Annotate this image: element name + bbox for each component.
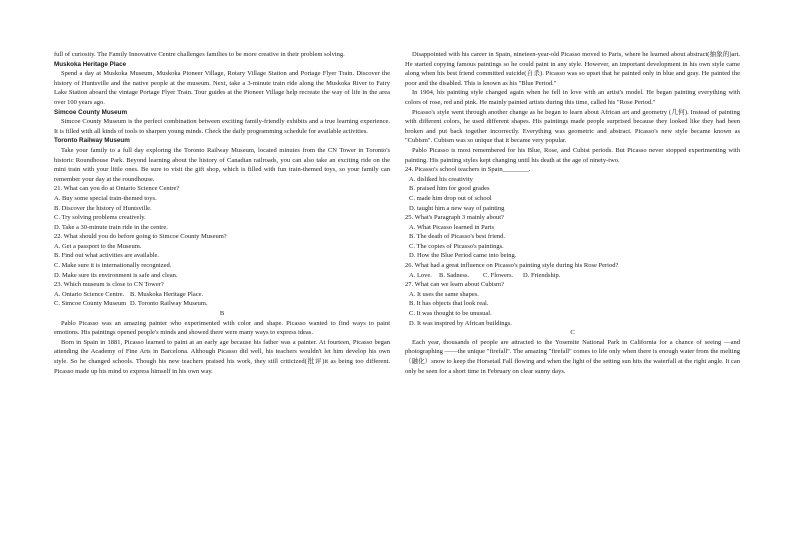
question-22: 22. What should you do before going to Simcoe County Museum? <box>54 233 227 241</box>
intro-paragraph: full of curiosity. The Family Innovative Centre challenges families to be more creative in their problem solving. <box>54 51 345 58</box>
question-21: 21. What can you do at Ontario Science Centre? <box>54 185 180 193</box>
picasso-paragraph-4: In 1904, his painting style changed again when he fell in love with an artist's model. He began painting everything with colors of rose, red and pink. He mainly painted artists during this time, called his "Rose Period." <box>405 89 740 106</box>
q24-option-d: D. taught him a new way of painting <box>409 204 505 212</box>
q21-option-d: D. Take a 30-minute train ride in the centre. <box>54 223 168 231</box>
question-25: 25. What's Paragraph 3 mainly about? <box>405 214 504 222</box>
section-b-label: B <box>219 310 225 318</box>
q22-option-c: C. Make sure it is internationally recognized. <box>54 262 172 270</box>
q23-options-row-2 <box>54 299 390 309</box>
q26-option-d: D. Friendship. <box>523 271 561 279</box>
q25-option-a: A. What Picasso learned in Paris <box>409 223 495 231</box>
picasso-paragraph-5: Picasso's style went through another change as he began to learn about African art and geometry (几何). Instead of painting with different colors, he used different shapes. His paintings made people surprised because they looked like they had been broken and put back together incorrectly. Everything was geometric and abstract. Picasso's new style became known as "Cubism". Cubism was so unique that it became very popular. <box>405 108 740 145</box>
picasso-paragraph-1: Pablo Picasso was an amazing painter who experimented with color and shape. Picasso wanted to find ways to paint emotions. His paintings opened people's minds and showed there were many ways to express ideas. <box>54 319 390 337</box>
q23-option-a: A. Ontario Science Centre. <box>54 290 125 298</box>
q24-option-b: B. praised him for good grades <box>409 185 490 193</box>
q22-option-a: A. Get a passport to the Museum. <box>54 242 142 250</box>
q22-option-b: B. Find out what activities are available. <box>54 252 160 260</box>
q24-option-a: A. disliked his creativity <box>409 175 473 183</box>
picasso-paragraph-6: Pablo Picasso is most remembered for his Blue, Rose, and Cubist periods. But Picasso never stopped experimenting with painting. His painting styles kept changing until his death at the age of ninety-two. <box>405 146 740 164</box>
muskoka-heading: Muskoka Heritage Place <box>54 60 127 68</box>
question-26: 26. What had a great influence on Picasso's painting style during his Rose Period? <box>405 262 619 270</box>
q21-option-b: B. Discover the history of Huntsville. <box>54 204 152 212</box>
yosemite-paragraph: Each year, thousands of people are attracted to the Yosemite National Park in California for a chance of seeing —and photographing ——the unique "firefall". The amazing "firefall" comes to life only when there is enough water from the melting（融化）snow to keep the Horsetail Fall flowing and when the light of the setting sun hits the waterfall at the right angle. It can only be seen for a short time in February on clear sunny days. <box>405 338 740 375</box>
picasso-paragraph-3: Disappointed with his career in Spain, nineteen-year-old Picasso moved to Paris, where he learned about abstract(抽象的)art. He started copying famous paintings so he could paint in any style. However, an important development in his own style came along when his best friend committed suicide(自杀). Picasso was so upset that he painted only in blue and gray. He painted the poor and the disabled. This is known as his "Blue Period." <box>405 51 740 87</box>
question-23: 23. Which museum is close to CN Tower? <box>54 281 164 289</box>
q25-option-c: C. The copies of Picasso's paintings. <box>409 242 504 250</box>
simcoe-heading: Simcoe County Museum <box>54 108 128 116</box>
q22-option-d: D. Make sure its environment is safe and clean. <box>54 271 178 279</box>
section-c-label: C <box>570 329 575 337</box>
left-column <box>54 50 390 376</box>
muskoka-paragraph: Spend a day at Muskoka Museum, Muskoka Pioneer Village, Rotary Village Station and Portage Flyer Train. Discover the history of Huntsville and the native people at the museum. Next, take a 3-minute train ride along the Muskoka River to Fairy Lake Station aboard the vintage Portage Flyer Train. Tour guides at the Pioneer Village help recreate the way of life in the area over 100 years ago. <box>54 70 390 106</box>
q26-option-c: C. Flowers. <box>483 271 514 279</box>
question-24: 24. Picasso's school teachers in Spain________. <box>405 166 531 174</box>
right-column <box>405 50 740 376</box>
q26-options-row <box>405 271 740 281</box>
q23-option-c: C. Simcoe County Museum <box>54 300 127 308</box>
q27-option-d: D. It was inspired by African buildings. <box>409 319 512 327</box>
q25-option-b: B. The death of Picasso's best friend. <box>409 233 506 241</box>
q27-option-c: C. It was thought to be unusual. <box>409 310 492 318</box>
q27-option-b: B. It has objects that look real. <box>409 300 489 308</box>
q21-option-a: A. Buy some special train-themed toys. <box>54 194 157 202</box>
q26-option-b: B. Sadness. <box>439 271 470 279</box>
q23-option-b: B. Muskoka Heritage Place. <box>130 290 204 298</box>
q27-option-a: A. It uses the same shapes. <box>409 290 479 298</box>
picasso-paragraph-2: Born in Spain in 1881, Picasso learned to paint at an early age because his father was a painter. At fourteen, Picasso began attending the Academy of Fine Arts in Barcelona. Although Picasso did well, his teachers wouldn't let him develop his own style. So he changed schools. Though his new teachers praised his work, they still criticized(批评)it as being too different. Picasso made up his mind to express himself in his own way. <box>54 338 390 375</box>
toronto-paragraph: Take your family to a full day exploring the Toronto Railway Museum, located minutes from the CN Tower in Toronto's historic Roundhouse Park. Beyond learning about the history of Canadian railroads, you can also take an exciting ride on the mini train with your little ones. Be sure to visit the gift shop, which is filled with fun train-themed toys, so your family can remember your day at the roundhouse. <box>54 146 390 183</box>
question-27: 27. What can we learn about Cubism? <box>405 281 504 289</box>
q23-option-d: D. Toronto Railway Museum. <box>130 300 208 308</box>
q24-option-c: C. made him drop out of school <box>409 194 492 202</box>
q23-options-row-1 <box>54 290 390 300</box>
q26-option-a: A. Love. <box>409 271 432 279</box>
toronto-heading: Toronto Railway Museum <box>54 137 130 145</box>
q21-option-c: C. Try solving problems creatively. <box>54 214 146 222</box>
simcoe-paragraph: Simcoe County Museum is the perfect combination between exciting family-friendly exhibits and a true learning experience. It is filled with all kinds of tools to sharpen young minds. Check the daily programming schedule for available activities. <box>54 118 390 135</box>
q25-option-d: D. How the Blue Period came into being. <box>409 252 517 260</box>
